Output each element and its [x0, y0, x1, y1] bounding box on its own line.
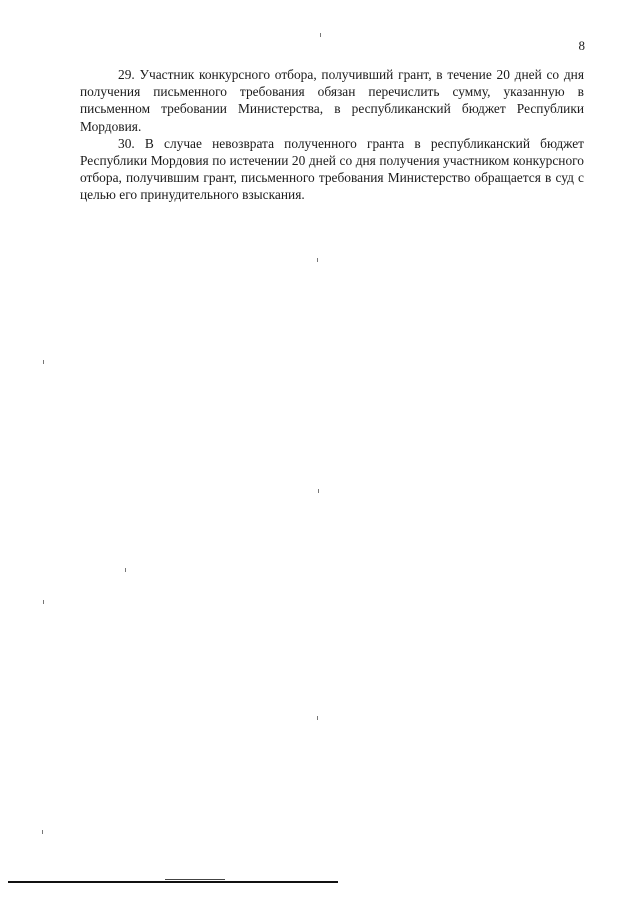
page-number: 8 — [578, 38, 585, 53]
scan-speck — [317, 716, 318, 720]
scan-speck — [317, 258, 318, 262]
paragraph-30: 30. В случае невозврата полученного гранта в республиканский бюджет Республики Мордовия по истечении 20 дней со дня получения участником конкурсного отбора, получившим грант, письменного требования Министерство обращается в суд с целью его принудительного взыскания. — [80, 135, 584, 203]
scan-speck — [43, 600, 44, 604]
scan-speck — [318, 489, 319, 493]
scan-speck — [43, 360, 44, 364]
scan-edge-line — [8, 881, 338, 883]
document-body — [80, 66, 584, 204]
scan-speck — [320, 33, 321, 37]
scan-edge-line — [165, 879, 225, 880]
paragraph-29: 29. Участник конкурсного отбора, получивший грант, в течение 20 дней со дня получения письменного требования обязан перечислить сумму, указанную в письменном требовании Министерства, в республиканский бюджет Республики Мордовия. — [80, 67, 584, 134]
scan-speck — [42, 830, 43, 834]
scan-speck — [125, 568, 126, 572]
